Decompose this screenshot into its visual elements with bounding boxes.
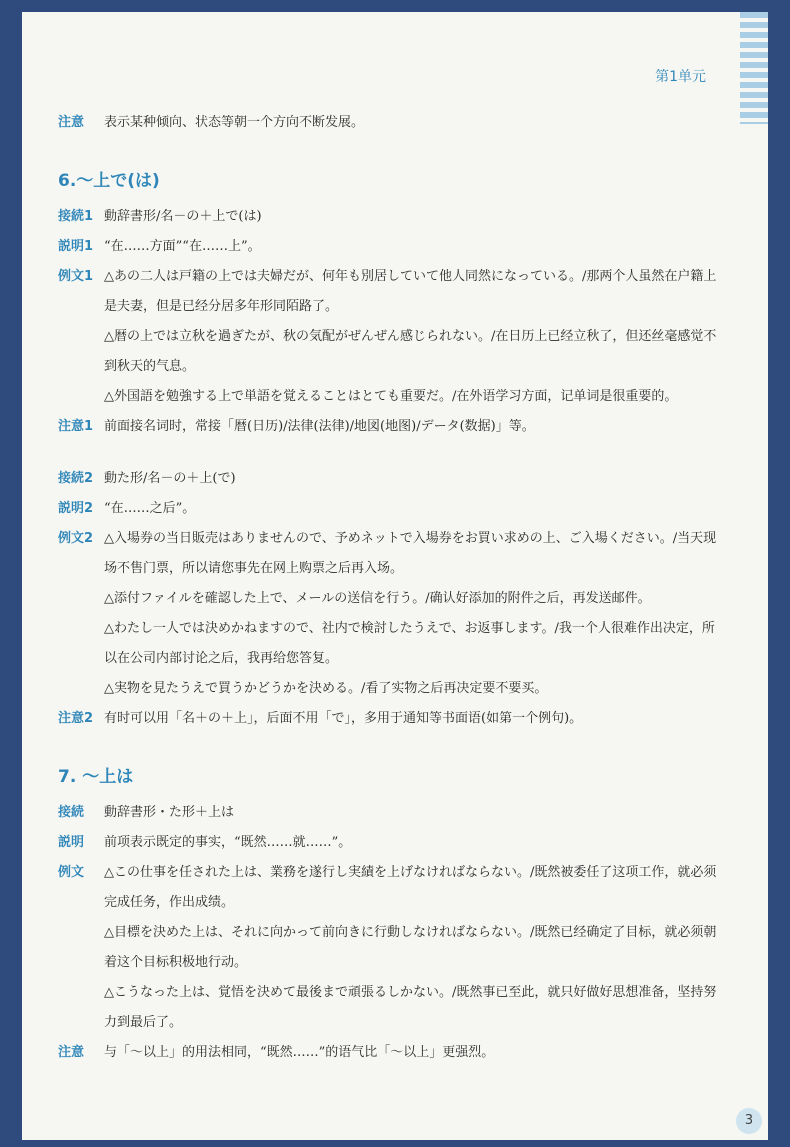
note-1-label: 注意1 [58, 419, 94, 434]
note-2-label: 注意2 [58, 711, 94, 726]
connection-2-text: 動た形/名－の＋上(で) [104, 471, 236, 486]
explanation-1-text: “在……方面”“在……上”。 [104, 239, 261, 254]
examples [58, 858, 718, 1038]
note-2-text: 有时可以用「名＋の＋上」，后面不用「で」，多用于通知等书面语(如第一个例句)。 [104, 711, 583, 726]
example-sentence: △わたし一人では決めかねますので、社内で検討したうえで、お返事します。/我一个人很难作出决定，所以在公司内部讨论之后，我再给您答复。 [104, 621, 715, 666]
note-1 [58, 412, 718, 442]
connection-2 [58, 464, 718, 494]
explanation-text: 前项表示既定的事实，“既然……就……”。 [104, 835, 352, 850]
top-note [58, 108, 718, 138]
example-sentence: △暦の上では立秋を過ぎたが、秋の気配がぜんぜん感じられない。/在日历上已经立秋了，但还丝毫感觉不到秋天的气息。 [104, 329, 717, 374]
connection [58, 798, 718, 828]
decorative-stripes [740, 12, 768, 124]
section-7-title: 7. ～上は [58, 767, 134, 787]
explanation-2-text: “在……之后”。 [104, 501, 196, 516]
examples-label: 例文 [58, 865, 85, 880]
explanation [58, 828, 718, 858]
note-label: 注意 [58, 115, 85, 130]
examples-2-label: 例文2 [58, 531, 94, 546]
connection-text: 動辞書形・た形＋上は [104, 805, 235, 820]
connection-1-label: 接続1 [58, 209, 94, 224]
examples-body [104, 858, 718, 1038]
connection-label: 接続 [58, 805, 85, 820]
examples-1-label: 例文1 [58, 269, 94, 284]
examples-2-body [104, 524, 718, 704]
note-text: 表示某种倾向、状态等朝一个方向不断发展。 [104, 115, 365, 130]
explanation-2 [58, 494, 718, 524]
connection-1-text: 動辞書形/名－の＋上で(は) [104, 209, 262, 224]
example-sentence: △外国語を勉強する上で単語を覚えることはとても重要だ。/在外语学习方面，记单词是很重要的。 [104, 389, 678, 404]
example-sentence: △入場券の当日販売はありませんので、予めネットで入場券をお買い求めの上、ご入場ください。/当天现场不售门票，所以请您事先在网上购票之后再入场。 [104, 531, 717, 576]
example-sentence: △実物を見たうえで買うかどうかを決める。/看了实物之后再决定要不要买。 [104, 681, 548, 696]
examples-1-body [104, 262, 718, 412]
note [58, 1038, 718, 1068]
example-sentence: △添付ファイルを確認した上で、メールの送信を行う。/确认好添加的附件之后，再发送邮件。 [104, 591, 651, 606]
explanation-1 [58, 232, 718, 262]
page-content [58, 108, 718, 1068]
note-label: 注意 [58, 1045, 85, 1060]
example-sentence: △目標を決めた上は、それに向かって前向きに行動しなければならない。/既然已经确定了目标，就必须朝着这个目标积极地行动。 [104, 925, 717, 970]
examples-1 [58, 262, 718, 412]
example-sentence: △こうなった上は、覚悟を決めて最後まで頑張るしかない。/既然事已至此，就只好做好思想准备，坚持努力到最后了。 [104, 985, 717, 1030]
note-text: 与「～以上」的用法相同，“既然……”的语气比「～以上」更强烈。 [104, 1045, 495, 1060]
example-sentence: △あの二人は戸籍の上では夫婦だが、何年も別居していて他人同然になっている。/那两个人虽然在户籍上是夫妻，但是已经分居多年形同陌路了。 [104, 269, 717, 314]
connection-2-label: 接続2 [58, 471, 94, 486]
note-1-text: 前面接名词时，常接「暦(日历)/法律(法律)/地図(地图)/データ(数据)」等。 [104, 419, 535, 434]
explanation-2-label: 説明2 [58, 501, 94, 516]
examples-2 [58, 524, 718, 704]
example-sentence: △この仕事を任された上は、業務を遂行し実績を上げなければならない。/既然被委任了这项工作，就必须完成任务，作出成绩。 [104, 865, 717, 910]
note-2 [58, 704, 718, 734]
section-6-title: 6.～上で(は) [58, 171, 160, 191]
connection-1 [58, 202, 718, 232]
book-page [22, 12, 768, 1140]
page-number: 3 [736, 1108, 762, 1134]
explanation-1-label: 説明1 [58, 239, 94, 254]
explanation-label: 説明 [58, 835, 85, 850]
unit-header: 第1单元 [655, 69, 706, 85]
